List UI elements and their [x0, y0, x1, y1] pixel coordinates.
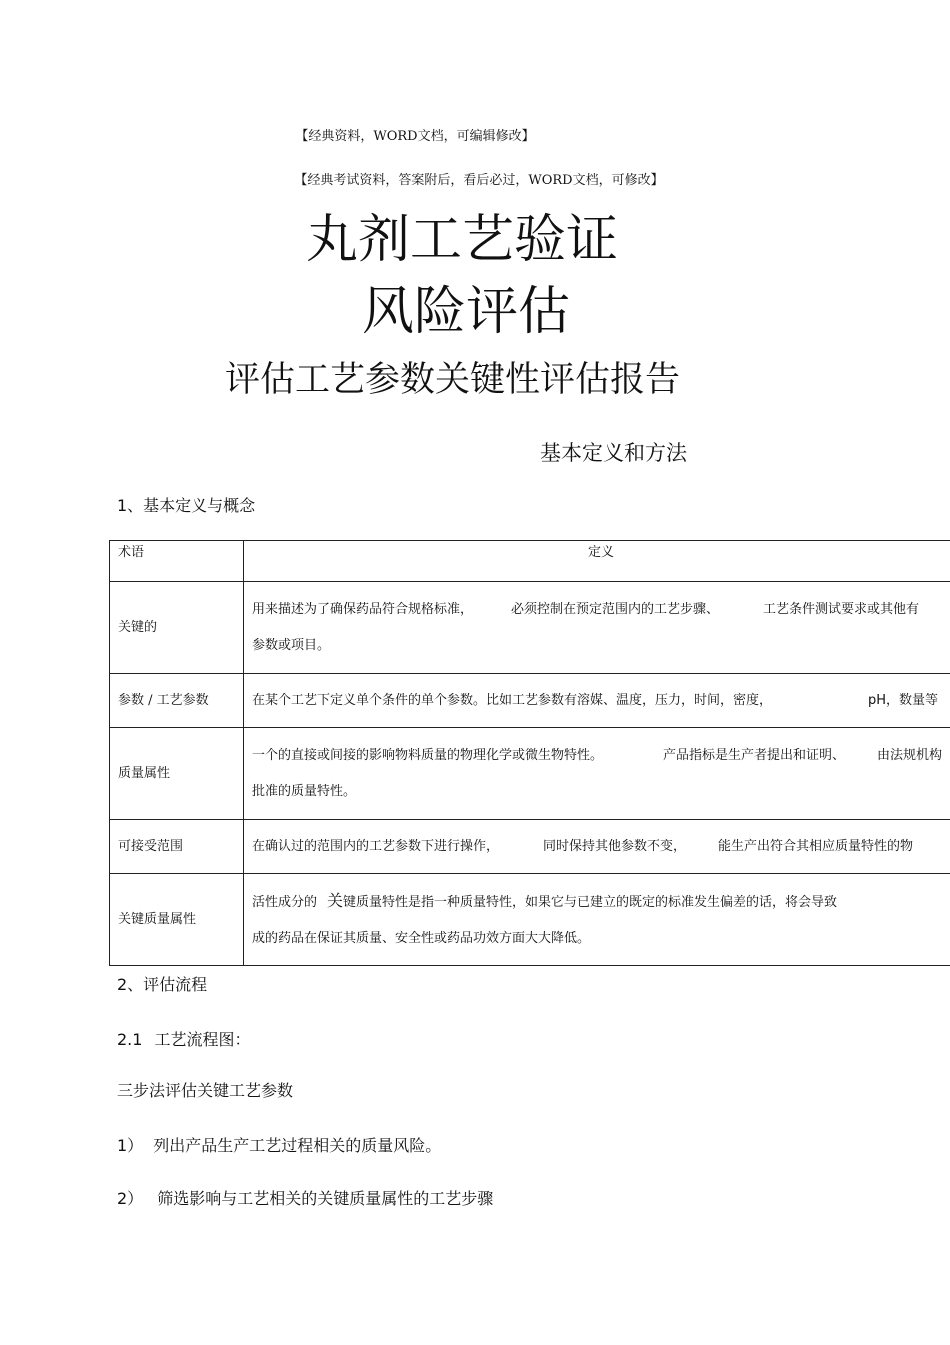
table-row — [110, 874, 950, 966]
doc-title-line-1: 丸剂工艺验证 — [305, 210, 618, 270]
definitions-heading: 1、基本定义与概念 — [117, 496, 256, 515]
definition-line: 活性成分的 关键质量特性是指一种质量特性，如果它与已建立的既定的标准发生偏差的话，将会导致 — [252, 890, 838, 910]
doc-title-line-2: 风险评估 — [361, 282, 570, 342]
definition-line: 在某个工艺下定义单个条件的单个参数。比如工艺参数有溶媒、温度，压力，时间，密度， pH，数量等 — [252, 692, 939, 708]
definition-line: 参数或项目。 — [252, 637, 331, 653]
list-item: 1） 列出产品生产工艺过程相关的质量风险。 — [117, 1136, 442, 1155]
term-cell: 参数 / 工艺参数 — [110, 674, 244, 728]
term-column-header: 术语 — [110, 541, 244, 582]
list-item: 2） 筛选影响与工艺相关的关键质量属性的工艺步骤 — [117, 1189, 494, 1208]
definition-line: 在确认过的范围内的工艺参数下进行操作， 同时保持其他参数不变， 能生产出符合其相应质量特性的物 — [252, 838, 914, 854]
flowchart-subheading: 2.1 工艺流程图： — [117, 1030, 251, 1049]
table-row — [110, 820, 950, 874]
term-cell: 可接受范围 — [110, 820, 244, 874]
term-cell: 关键质量属性 — [110, 874, 244, 966]
definition-cell — [244, 820, 950, 874]
term-cell: 关键的 — [110, 582, 244, 674]
table-row — [110, 728, 950, 820]
definition-line: 成的药品在保证其质量、安全性或药品功效方面大大降低。 — [252, 930, 591, 946]
definition-cell — [244, 582, 950, 674]
definition-cell — [244, 674, 950, 728]
three-step-intro: 三步法评估关键工艺参数 — [117, 1081, 294, 1100]
table-row — [110, 582, 950, 674]
term-cell: 质量属性 — [110, 728, 244, 820]
flow-heading: 2、评估流程 — [117, 975, 208, 994]
definition-line: 用来描述为了确保药品符合规格标准， 必须控制在预定范围内的工艺步骤、 工艺条件测试要求或其他有 — [252, 601, 920, 617]
doc-subtitle: 评估工艺参数关键性评估报告 — [225, 360, 681, 400]
table-row — [110, 674, 950, 728]
definition-cell — [244, 874, 950, 966]
section-title: 基本定义和方法 — [540, 441, 687, 465]
definitions-table — [109, 540, 950, 966]
header-note-2: 【经典考试资料，答案附后，看后必过，WORD文档，可修改】 — [294, 173, 664, 188]
definition-cell — [244, 728, 950, 820]
table-header-row — [110, 541, 950, 582]
definition-column-header: 定义 — [244, 541, 950, 582]
definition-line: 一个的直接或间接的影响物料质量的物理化学或微生物特性。 产品指标是生产者提出和证明、 由法规机构 — [252, 747, 943, 763]
header-note-1: 【经典资料，WORD文档，可编辑修改】 — [295, 129, 535, 144]
definition-line: 批准的质量特性。 — [252, 783, 357, 799]
